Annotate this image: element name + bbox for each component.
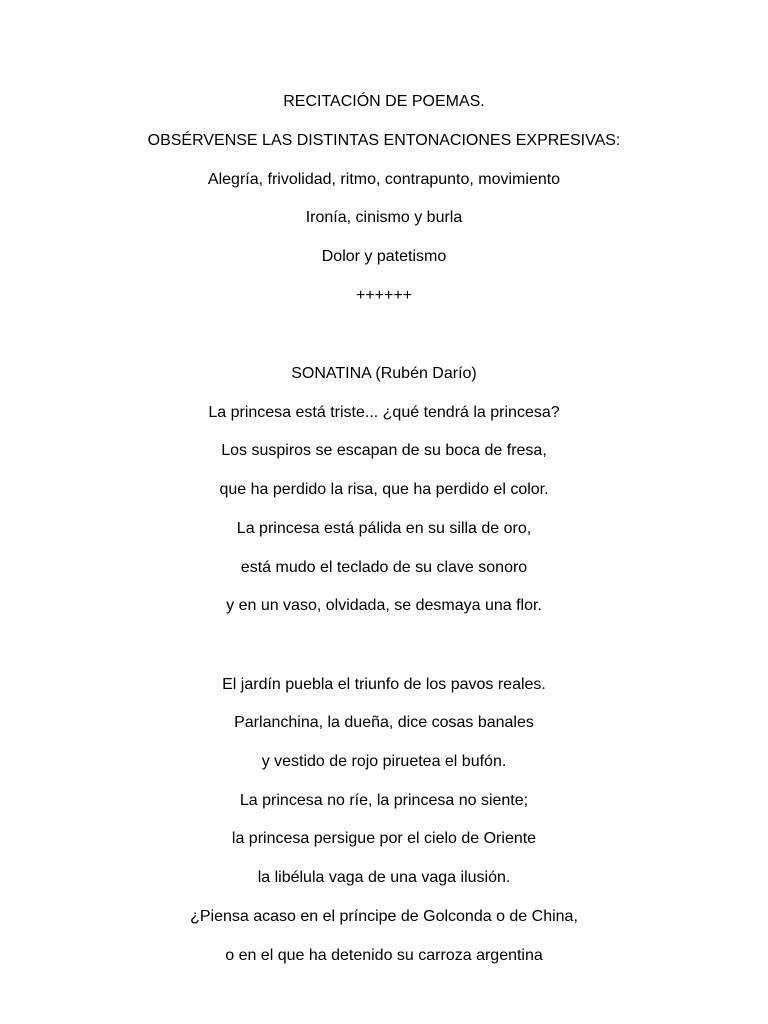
document-subtitle: OBSÉRVENSE LAS DISTINTAS ENTONACIONES EXPRESIVAS: <box>147 132 621 149</box>
poem-verse: o en el que ha detenido su carroza argentina <box>225 947 543 964</box>
poem-verse: y vestido de rojo piruetea el bufón. <box>261 753 507 770</box>
poem-verse: está mudo el teclado de su clave sonoro <box>240 559 528 576</box>
poem-verse: Los suspiros se escapan de su boca de fresa, <box>221 442 547 459</box>
poem-verse: El jardín puebla el triunfo de los pavos reales. <box>222 676 546 693</box>
section-separator: ++++++ <box>355 287 413 304</box>
poem-verse: la princesa persigue por el cielo de Oriente <box>231 830 537 847</box>
intonation-line: Dolor y patetismo <box>321 248 447 265</box>
poem-verse: que ha perdido la risa, que ha perdido el color. <box>219 481 549 498</box>
poem-verse: y en un vaso, olvidada, se desmaya una flor. <box>226 597 542 614</box>
poem-verse: ¿Piensa acaso en el príncipe de Golconda o de China, <box>190 908 578 925</box>
poem-verse: Parlanchina, la dueña, dice cosas banales <box>234 714 534 731</box>
document-title: RECITACIÓN DE POEMAS. <box>283 93 485 110</box>
poem-verse: La princesa está triste... ¿qué tendrá la princesa? <box>208 404 560 421</box>
poem-verse: La princesa no ríe, la princesa no siente; <box>239 792 529 809</box>
intonation-line: Ironía, cinismo y burla <box>305 209 463 226</box>
poem-verse: la libélula vaga de una vaga ilusión. <box>257 869 511 886</box>
poem-title: SONATINA (Rubén Darío) <box>291 365 477 382</box>
intonation-line: Alegría, frivolidad, ritmo, contrapunto, movimiento <box>207 171 561 188</box>
poem-verse: La princesa está pálida en su silla de oro, <box>236 520 532 537</box>
